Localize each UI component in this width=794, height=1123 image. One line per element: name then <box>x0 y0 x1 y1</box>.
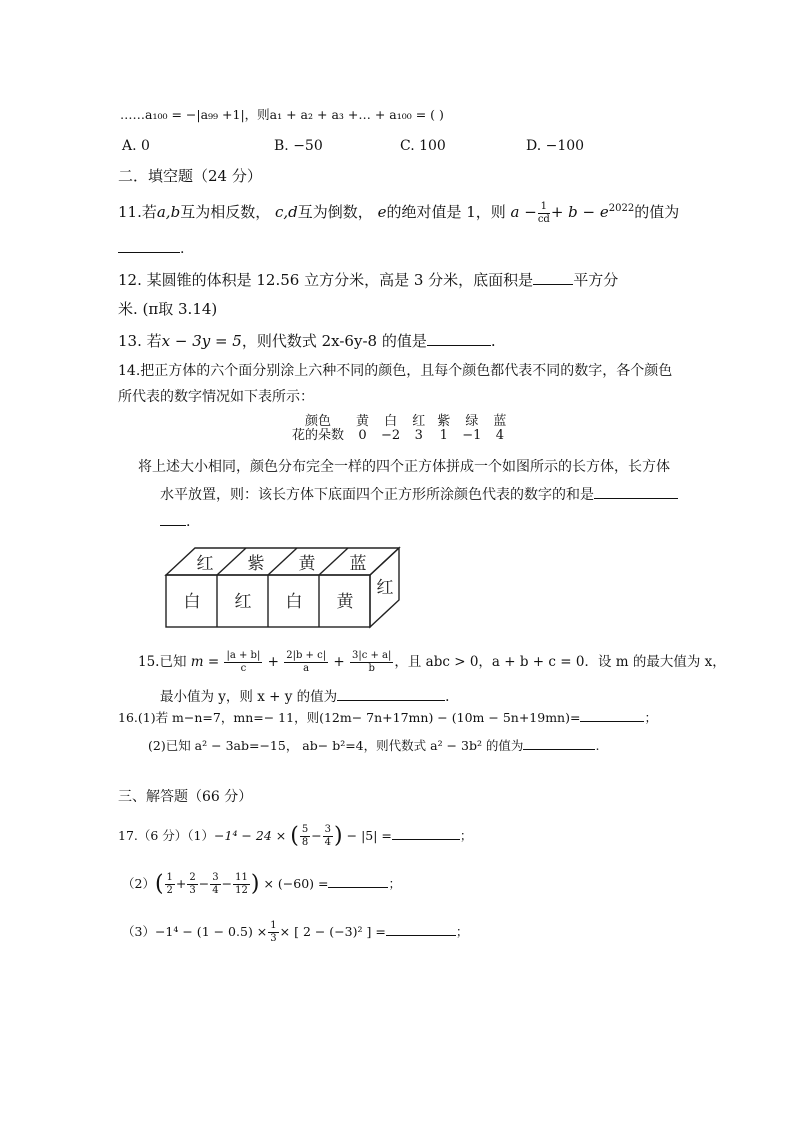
option-b: B. −50 <box>274 138 323 154</box>
cube-top-3: 黄 <box>298 554 316 574</box>
answer-blank-12[interactable] <box>533 270 573 285</box>
question-17-2: （2）( $\frac{1}{2}$ + $\frac{2}{3}$ − $\frac{3}{4}$ − $\frac{11}{12}$ ) × (−60) = ； <box>122 871 401 897</box>
color-table <box>286 415 512 443</box>
question-14-line2: 所代表的数字情况如下表所示： <box>118 389 314 405</box>
table-row: 颜色 黄 白 红 紫 绿 蓝 <box>305 414 507 429</box>
cuboid-diagram <box>163 545 403 633</box>
table-row: 花的朵数 0 −2 3 1 −1 4 <box>292 428 505 443</box>
cube-front-4: 黄 <box>336 592 354 612</box>
cube-front-1: 白 <box>183 592 201 612</box>
answer-blank-17-1[interactable] <box>392 825 460 840</box>
answer-blank-14[interactable] <box>594 484 678 499</box>
cube-front-3: 白 <box>285 592 303 612</box>
option-d: D. −100 <box>526 138 585 154</box>
question-17-1: 17.（6 分）（1）−1⁴ − 24 × ( $\frac{5}{8}$ − $\frac{3}{4}$ ) − |5| = ； <box>118 823 473 849</box>
question-12-line2: 米. (π取 3.14) <box>118 300 218 318</box>
question-16-2: (2)已知 a² − 3ab=−15， ab− b²=4，则代数式 a² − 3b² 的值为 . <box>148 735 599 755</box>
answer-blank-15[interactable] <box>337 686 445 701</box>
cube-top-1: 红 <box>196 554 214 574</box>
answer-blank-16-2[interactable] <box>523 735 595 750</box>
q10-line: ……a₁₀₀ = −|a₉₉ +1|，则a₁ + a₂ + a₃ +… + a₁₀₀ = ( ) <box>120 107 444 122</box>
section-title: 二．填空题（24 分） <box>118 167 262 185</box>
cube-top-4: 蓝 <box>349 554 367 574</box>
question-14-line4: 水平放置，则：该长方体下底面四个正方形所涂颜色代表的数字的和是 <box>160 484 678 504</box>
answer-blank-17-2[interactable] <box>328 873 388 888</box>
question-12: 12. 某圆锥的体积是 12.56 立方分米，高是 3 分米，底面积是 平方分 <box>118 271 619 289</box>
answer-blank-11[interactable]: . <box>118 238 184 258</box>
section-title: 三、解答题（66 分） <box>118 789 253 805</box>
option-a: A. 0 <box>122 138 150 154</box>
question-13: 13. 若x − 3y = 5，则代数式 2x-6y-8 的值是 . <box>118 332 496 350</box>
question-14-line1: 14.把正方体的六个面分别涂上六种不同的颜色，且每个颜色都代表不同的数字，各个颜色 <box>118 363 673 379</box>
cube-side: 红 <box>376 578 394 598</box>
question-17-3: （3）−1⁴ − (1 − 0.5) × $\frac{1}{3}$ × [ 2 − (−3)² ] = ； <box>122 920 469 944</box>
cube-top-2: 紫 <box>247 554 265 574</box>
answer-blank-13[interactable] <box>427 331 491 346</box>
answer-blank-16-1[interactable] <box>580 707 644 722</box>
question-15-line2: 最小值为 y，则 x + y 的值为 . <box>160 686 449 706</box>
question-15: 15.已知 m = $\frac{|a + b|}{c}$ + $\frac{2|b + c|}{a}$ + $\frac{3|c + a|}{b}$ ，且 abc > 0，a + b + c = 0．设 m 的最大值为 x， <box>138 650 726 674</box>
cube-front-2: 红 <box>234 592 252 612</box>
question-14-line5: . <box>160 511 190 531</box>
answer-blank-17-3[interactable] <box>386 921 456 936</box>
option-c: C. 100 <box>400 138 446 154</box>
question-16-1: 16.(1)若 m−n=7，mn=− 11，则(12m− 7n+17mn) − (10m − 5n+19mn)= ； <box>118 707 657 727</box>
question-14-line3: 将上述大小相同，颜色分布完全一样的四个正方体拼成一个如图所示的长方体，长方体 <box>138 459 670 475</box>
question-11: 11.若a,b互为相反数， c,d互为倒数， e的绝对值是 1，则 a − $\frac{1}{cd}$ + $b - e^{2022}$的值为 <box>118 200 680 225</box>
